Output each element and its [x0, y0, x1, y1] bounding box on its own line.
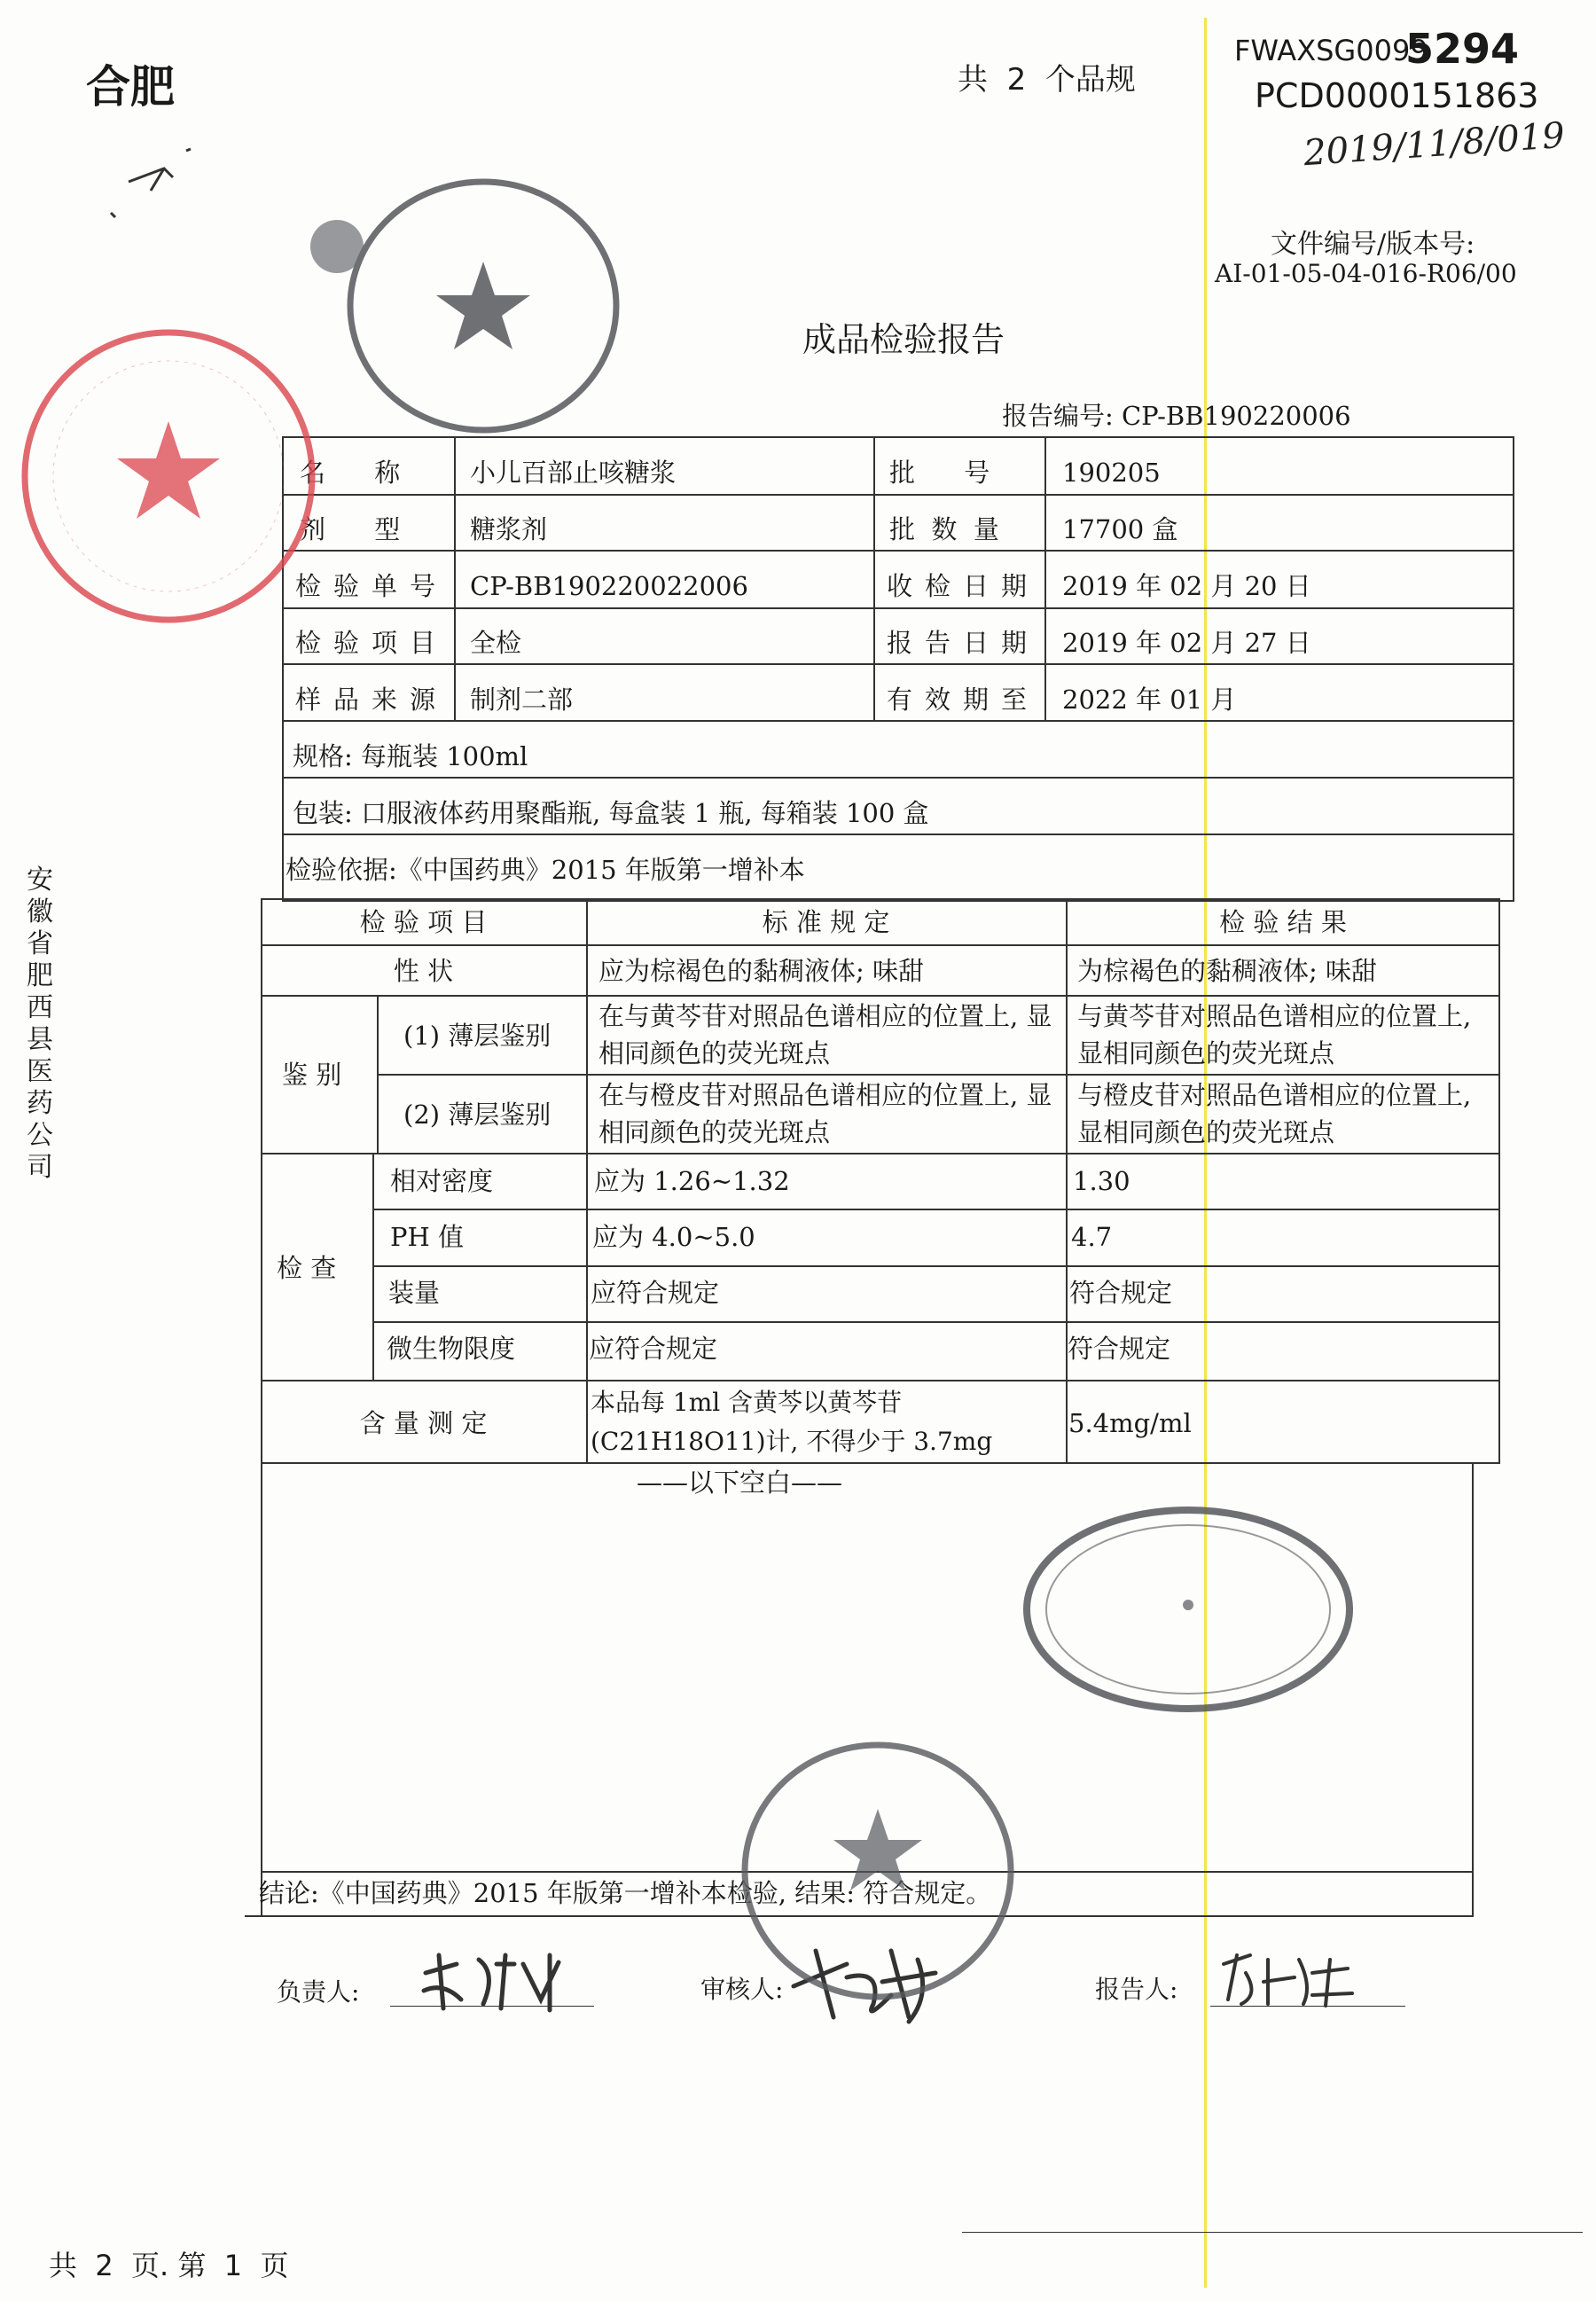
- ident2-result: 与橙皮苷对照品色谱相应的位置上, 显相同颜色的荧光斑点: [1077, 1080, 1472, 1147]
- recv-value: 2019 年 02 月 20 日: [1062, 571, 1311, 601]
- check-label: 检 查: [277, 1253, 337, 1283]
- city-label: 合肥: [86, 61, 175, 113]
- pcd-code: PCD0000151863: [1255, 76, 1539, 115]
- col-result: 检 验 结 果: [1219, 907, 1347, 937]
- fill-label: 装量: [388, 1278, 441, 1308]
- source-label: 样品来源: [295, 685, 449, 715]
- reviewer-label: 审核人:: [700, 1975, 784, 2004]
- assay-std: 本品每 1ml 含黄芩以黄芩苷(C21H18O11)计, 不得少于 3.7mg: [591, 1388, 993, 1456]
- density-result: 1.30: [1073, 1166, 1130, 1196]
- ident1-std: 在与黄芩苷对照品色谱相应的位置上, 显相同颜色的荧光斑点: [598, 1001, 1052, 1068]
- batch-value: 190205: [1062, 458, 1161, 488]
- page-indicator: 共 2 页. 第 1 页: [49, 2249, 289, 2282]
- fill-std: 应符合规定: [591, 1278, 720, 1308]
- package-text: 包装: 口服液体药用聚酯瓶, 每盒装 1 瓶, 每箱装 100 盒: [293, 798, 929, 828]
- reporter-signature: [1215, 1942, 1365, 2013]
- item-value: 全检: [470, 628, 522, 658]
- col-item: 检 验 项 目: [359, 907, 488, 937]
- report-date-label: 报告日期: [887, 628, 1040, 658]
- col-std: 标 准 规 定: [762, 907, 890, 937]
- name-label: 名 称: [300, 458, 401, 488]
- spec-text: 规格: 每瓶装 100ml: [293, 741, 528, 771]
- batch-label: 批 号: [889, 458, 990, 488]
- expiry-value: 2022 年 01 月: [1062, 685, 1237, 715]
- ident1-label: (1) 薄层鉴别: [403, 1021, 552, 1051]
- test-no-label: 检验单号: [295, 571, 449, 601]
- form-label: 剂 型: [300, 514, 401, 544]
- form-value: 糖浆剂: [470, 514, 548, 544]
- qty-label: 批 数 量: [889, 514, 999, 544]
- density-std: 应为 1.26~1.32: [594, 1166, 790, 1196]
- responsible-signature: [417, 1937, 594, 2017]
- scratch-marks: [98, 142, 195, 231]
- qa-seal-bottom: [736, 1738, 1020, 2004]
- micro-std: 应符合规定: [589, 1334, 718, 1364]
- code-prefix: FWAXSG0099: [1234, 34, 1428, 67]
- density-label: 相对密度: [390, 1166, 494, 1196]
- recv-label: 收检日期: [887, 571, 1040, 601]
- assay-label: 含 量 测 定: [359, 1408, 488, 1438]
- info-table: [282, 436, 1514, 902]
- name-value: 小儿百部止咳糖浆: [470, 458, 677, 488]
- ident1-result: 与黄芩苷对照品色谱相应的位置上, 显相同颜色的荧光斑点: [1077, 1001, 1472, 1068]
- expiry-label: 有效期至: [887, 685, 1040, 715]
- qa-seal-right: [1020, 1503, 1357, 1716]
- ph-label: PH 值: [390, 1222, 465, 1252]
- micro-result: 符合规定: [1068, 1334, 1171, 1364]
- doc-no: AI-01-05-04-016-R06/00: [1215, 259, 1517, 288]
- item-count: 共 2 个品规: [958, 62, 1136, 98]
- prop-result: 为棕褐色的黏稠液体; 味甜: [1077, 956, 1377, 986]
- inspection-seal-top: [341, 173, 625, 439]
- ident2-label: (2) 薄层鉴别: [403, 1100, 552, 1130]
- handwritten-date: 2019/11/8/019: [1302, 114, 1567, 175]
- doc-no-label: 文件编号/版本号:: [1271, 229, 1475, 260]
- assay-result: 5.4mg/ml: [1068, 1408, 1192, 1438]
- blank-marker: ——以下空白——: [637, 1467, 843, 1498]
- report-date-value: 2019 年 02 月 27 日: [1062, 628, 1311, 658]
- responsible-label: 负责人:: [277, 1977, 360, 2007]
- logo-badge: [310, 220, 364, 273]
- side-company-text: 安徽省肥西县医药公司: [27, 865, 53, 1183]
- code-bold: 5294: [1405, 25, 1520, 73]
- fill-result: 符合规定: [1069, 1278, 1173, 1308]
- item-label: 检验项目: [295, 628, 449, 658]
- ph-result: 4.7: [1071, 1222, 1113, 1252]
- ident-label: 鉴 别: [282, 1060, 342, 1090]
- report-no: 报告编号: CP-BB190220006: [1002, 401, 1351, 431]
- reporter-label: 报告人:: [1095, 1975, 1178, 2004]
- basis-text: 检验依据:《中国药典》2015 年版第一增补本: [286, 855, 805, 885]
- qty-value: 17700 盒: [1062, 514, 1178, 544]
- conclusion-text: 结论:《中国药典》2015 年版第一增补本检验, 结果: 符合规定。: [259, 1878, 992, 1908]
- prop-label: 性 状: [393, 956, 454, 986]
- ph-std: 应为 4.0~5.0: [592, 1222, 755, 1252]
- prop-std: 应为棕褐色的黏稠液体; 味甜: [598, 956, 924, 986]
- ident2-std: 在与橙皮苷对照品色谱相应的位置上, 显相同颜色的荧光斑点: [598, 1080, 1052, 1147]
- red-company-seal: [16, 324, 322, 630]
- report-title: 成品检验报告: [802, 320, 1005, 359]
- test-no-value: CP-BB190220022006: [470, 571, 748, 601]
- micro-label: 微生物限度: [387, 1334, 516, 1364]
- source-value: 制剂二部: [470, 685, 574, 715]
